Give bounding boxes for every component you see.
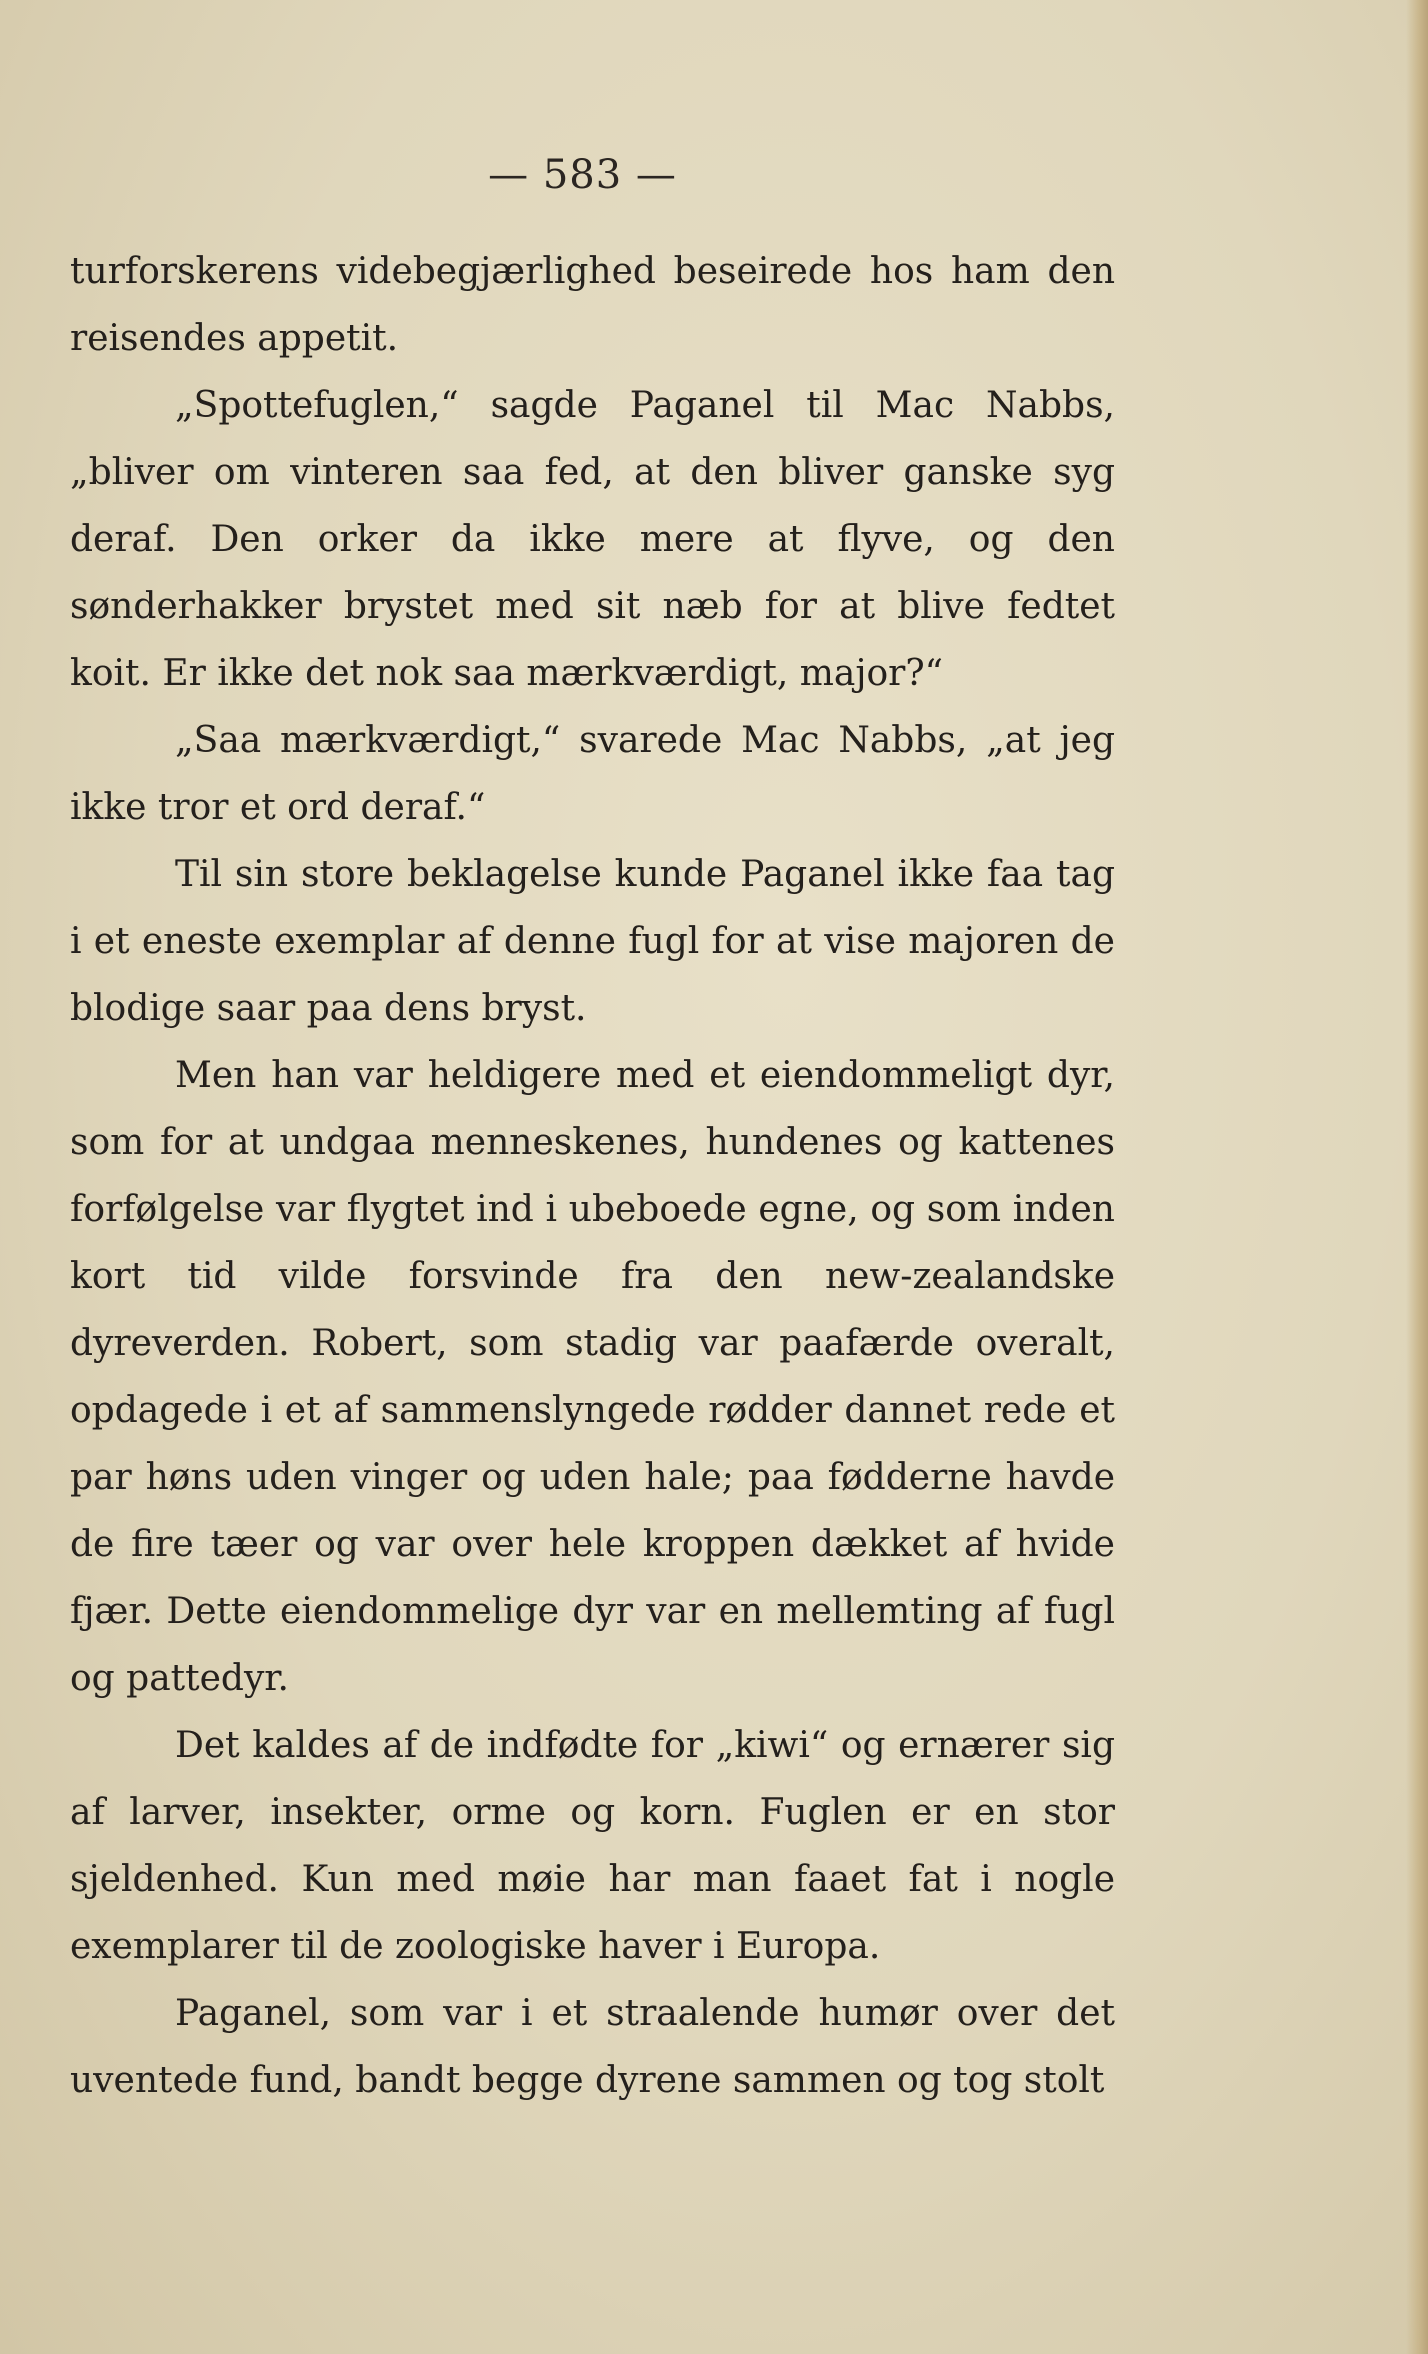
paragraph: „Spottefuglen,“ sagde Paganel til Mac Nabbs, „bliver om vinteren saa fed, at den bliver ganske syg deraf. Den orker da ikke mere at flyve, og den sønderhakker brystet med sit næb for at blive fedtet koit. Er ikke det nok saa mærkværdigt, major?“ — [70, 385, 1115, 694]
paragraph: turforskerens videbegjærlighed beseirede hos ham den reisendes appetit. — [70, 251, 1115, 359]
page-number: — 583 — — [488, 152, 677, 198]
paragraph: Men han var heldigere med et eiendommeligt dyr, som for at undgaa menneskenes, hundenes og kattenes forfølgelse var flygtet ind i ubeboede egne, og som inden kort tid vilde forsvinde fra den new-zealandske dyreverden. Robert, som stadig var paafærde overalt, opdagede i et af sammenslyngede rødder dannet rede et par høns uden vinger og uden hale; paa fødderne havde de fire tæer og var over hele kroppen dækket af hvide fjær. Dette eiendommelige dyr var en mellemting af fugl og pattedyr. — [70, 1055, 1115, 1699]
paragraph: „Saa mærkværdigt,“ svarede Mac Nabbs, „at jeg ikke tror et ord deraf.“ — [70, 720, 1115, 828]
body-text — [70, 238, 1115, 2114]
page-edge — [1406, 0, 1428, 2354]
paragraph: Til sin store beklagelse kunde Paganel ikke faa tag i et eneste exemplar af denne fugl for at vise majoren de blodige saar paa dens bryst. — [70, 854, 1115, 1029]
paragraph: Paganel, som var i et straalende humør over det uventede fund, bandt begge dyrene sammen og tog stolt — [70, 1993, 1115, 2101]
paragraph: Det kaldes af de indfødte for „kiwi“ og ernærer sig af larver, insekter, orme og korn. Fuglen er en stor sjeldenhed. Kun med møie har man faaet fat i nogle exemplarer til de zoologiske haver i Europa. — [70, 1725, 1115, 1967]
